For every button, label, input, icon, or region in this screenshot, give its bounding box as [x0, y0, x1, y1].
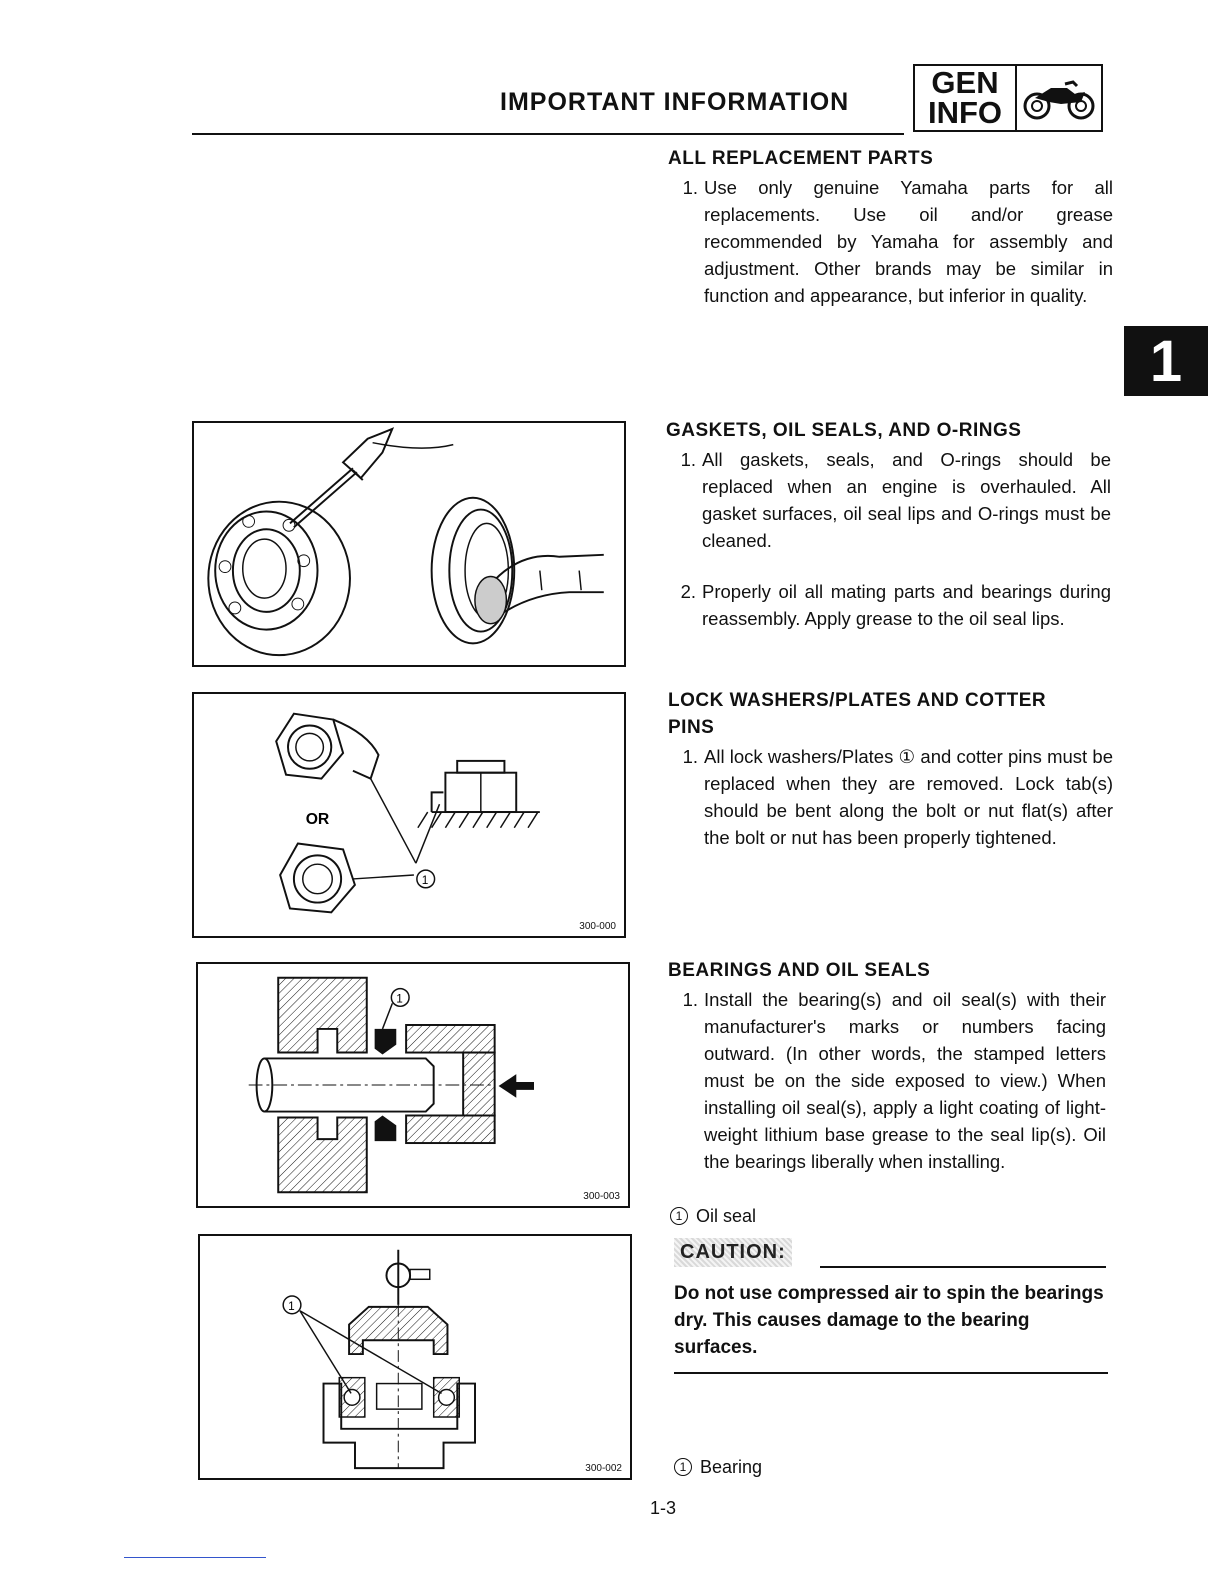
section-gaskets — [666, 417, 1111, 632]
motorcycle-icon — [1017, 66, 1101, 130]
section-title: ALL REPLACEMENT PARTS — [668, 148, 934, 169]
figure-code: 300-003 — [583, 1191, 620, 1202]
figure-or-label: OR — [305, 810, 330, 828]
section-lock-washers — [668, 687, 1113, 851]
footer-rule — [124, 1557, 266, 1558]
figure-bearing-installation — [198, 1234, 632, 1480]
section-title: GASKETS, OIL SEALS, AND O-RINGS — [666, 420, 1022, 441]
figure-lock-washers — [192, 692, 626, 938]
section-title: BEARINGS AND OIL SEALS — [668, 960, 931, 981]
figure-callout: 1 — [288, 1298, 295, 1313]
caution-bottom-rule — [674, 1372, 1108, 1374]
figure-callout: 1 — [421, 872, 429, 887]
legend-text: Bearing — [700, 1457, 763, 1477]
figure-oil-seal-installation — [196, 962, 630, 1208]
list-item — [668, 174, 1113, 309]
figure-oil-seal-bearing — [192, 421, 626, 667]
figure-code: 300-002 — [585, 1463, 622, 1474]
legend-text: Oil seal — [696, 1206, 757, 1226]
section-badge — [913, 64, 1103, 132]
item-text: Install the bearing(s) and oil seal(s) with their manufacturer's marks or numbers facing outward. (In other words, the stamped letters must be on the side exposed to view.) When installing oil seal(s), apply a light coating of light-weight lithium base grease to the seal lip(s). Oil the bearings liberally when installing. — [704, 989, 1106, 1172]
legend-oil-seal — [670, 1203, 756, 1229]
list-item — [666, 446, 1111, 554]
item-text: All gaskets, seals, and O-rings should be replaced when an engine is overhauled. All gasket surfaces, oil seal lips and O-rings must be cleaned. — [702, 449, 1111, 551]
section-bearings — [668, 957, 1106, 1175]
section-title: LOCK WASHERS/PLATES AND COTTER PINS — [668, 690, 1047, 738]
item-number: 2. — [680, 581, 696, 602]
caution-rule — [820, 1266, 1106, 1268]
legend-bearing — [674, 1454, 762, 1480]
item-number: 1. — [682, 177, 698, 198]
badge-text — [915, 66, 1017, 130]
section-replacement-parts — [668, 145, 1113, 309]
callout-number: 1 — [674, 1458, 692, 1476]
title-rule — [192, 133, 904, 135]
item-text: Use only genuine Yamaha parts for all replacements. Use oil and/or grease recommended by Yamaha for assembly and adjustment. Other brands may be similar in function and appearance, but inferior in quality. — [704, 177, 1113, 306]
item-text: All lock washers/Plates ① and cotter pins must be replaced when they are removed. Lock tab(s) should be bent along the bolt or nut flat(s) after the bolt or nut has been properly tightened. — [704, 746, 1113, 848]
caution-text: Do not use compressed air to spin the bearings dry. This causes damage to the bearing surfaces. — [674, 1283, 1104, 1358]
page-number: 1-3 — [650, 1498, 677, 1518]
item-number: 1. — [680, 449, 696, 470]
chapter-tab: 1 — [1124, 326, 1208, 396]
item-number: 1. — [682, 746, 698, 767]
page-title: IMPORTANT INFORMATION — [500, 88, 850, 116]
list-item — [668, 986, 1106, 1175]
callout-number: 1 — [670, 1207, 688, 1225]
item-text: Properly oil all mating parts and bearings during reassembly. Apply grease to the oil seal lips. — [702, 581, 1111, 629]
badge-line-2: INFO — [927, 95, 1003, 130]
list-item — [668, 743, 1113, 851]
figure-callout: 1 — [396, 991, 403, 1006]
figure-code: 300-000 — [579, 921, 616, 932]
item-number: 1. — [682, 989, 698, 1010]
list-item — [666, 578, 1111, 632]
badge-line-1: GEN — [931, 65, 999, 100]
caution-label: CAUTION: — [674, 1238, 792, 1267]
